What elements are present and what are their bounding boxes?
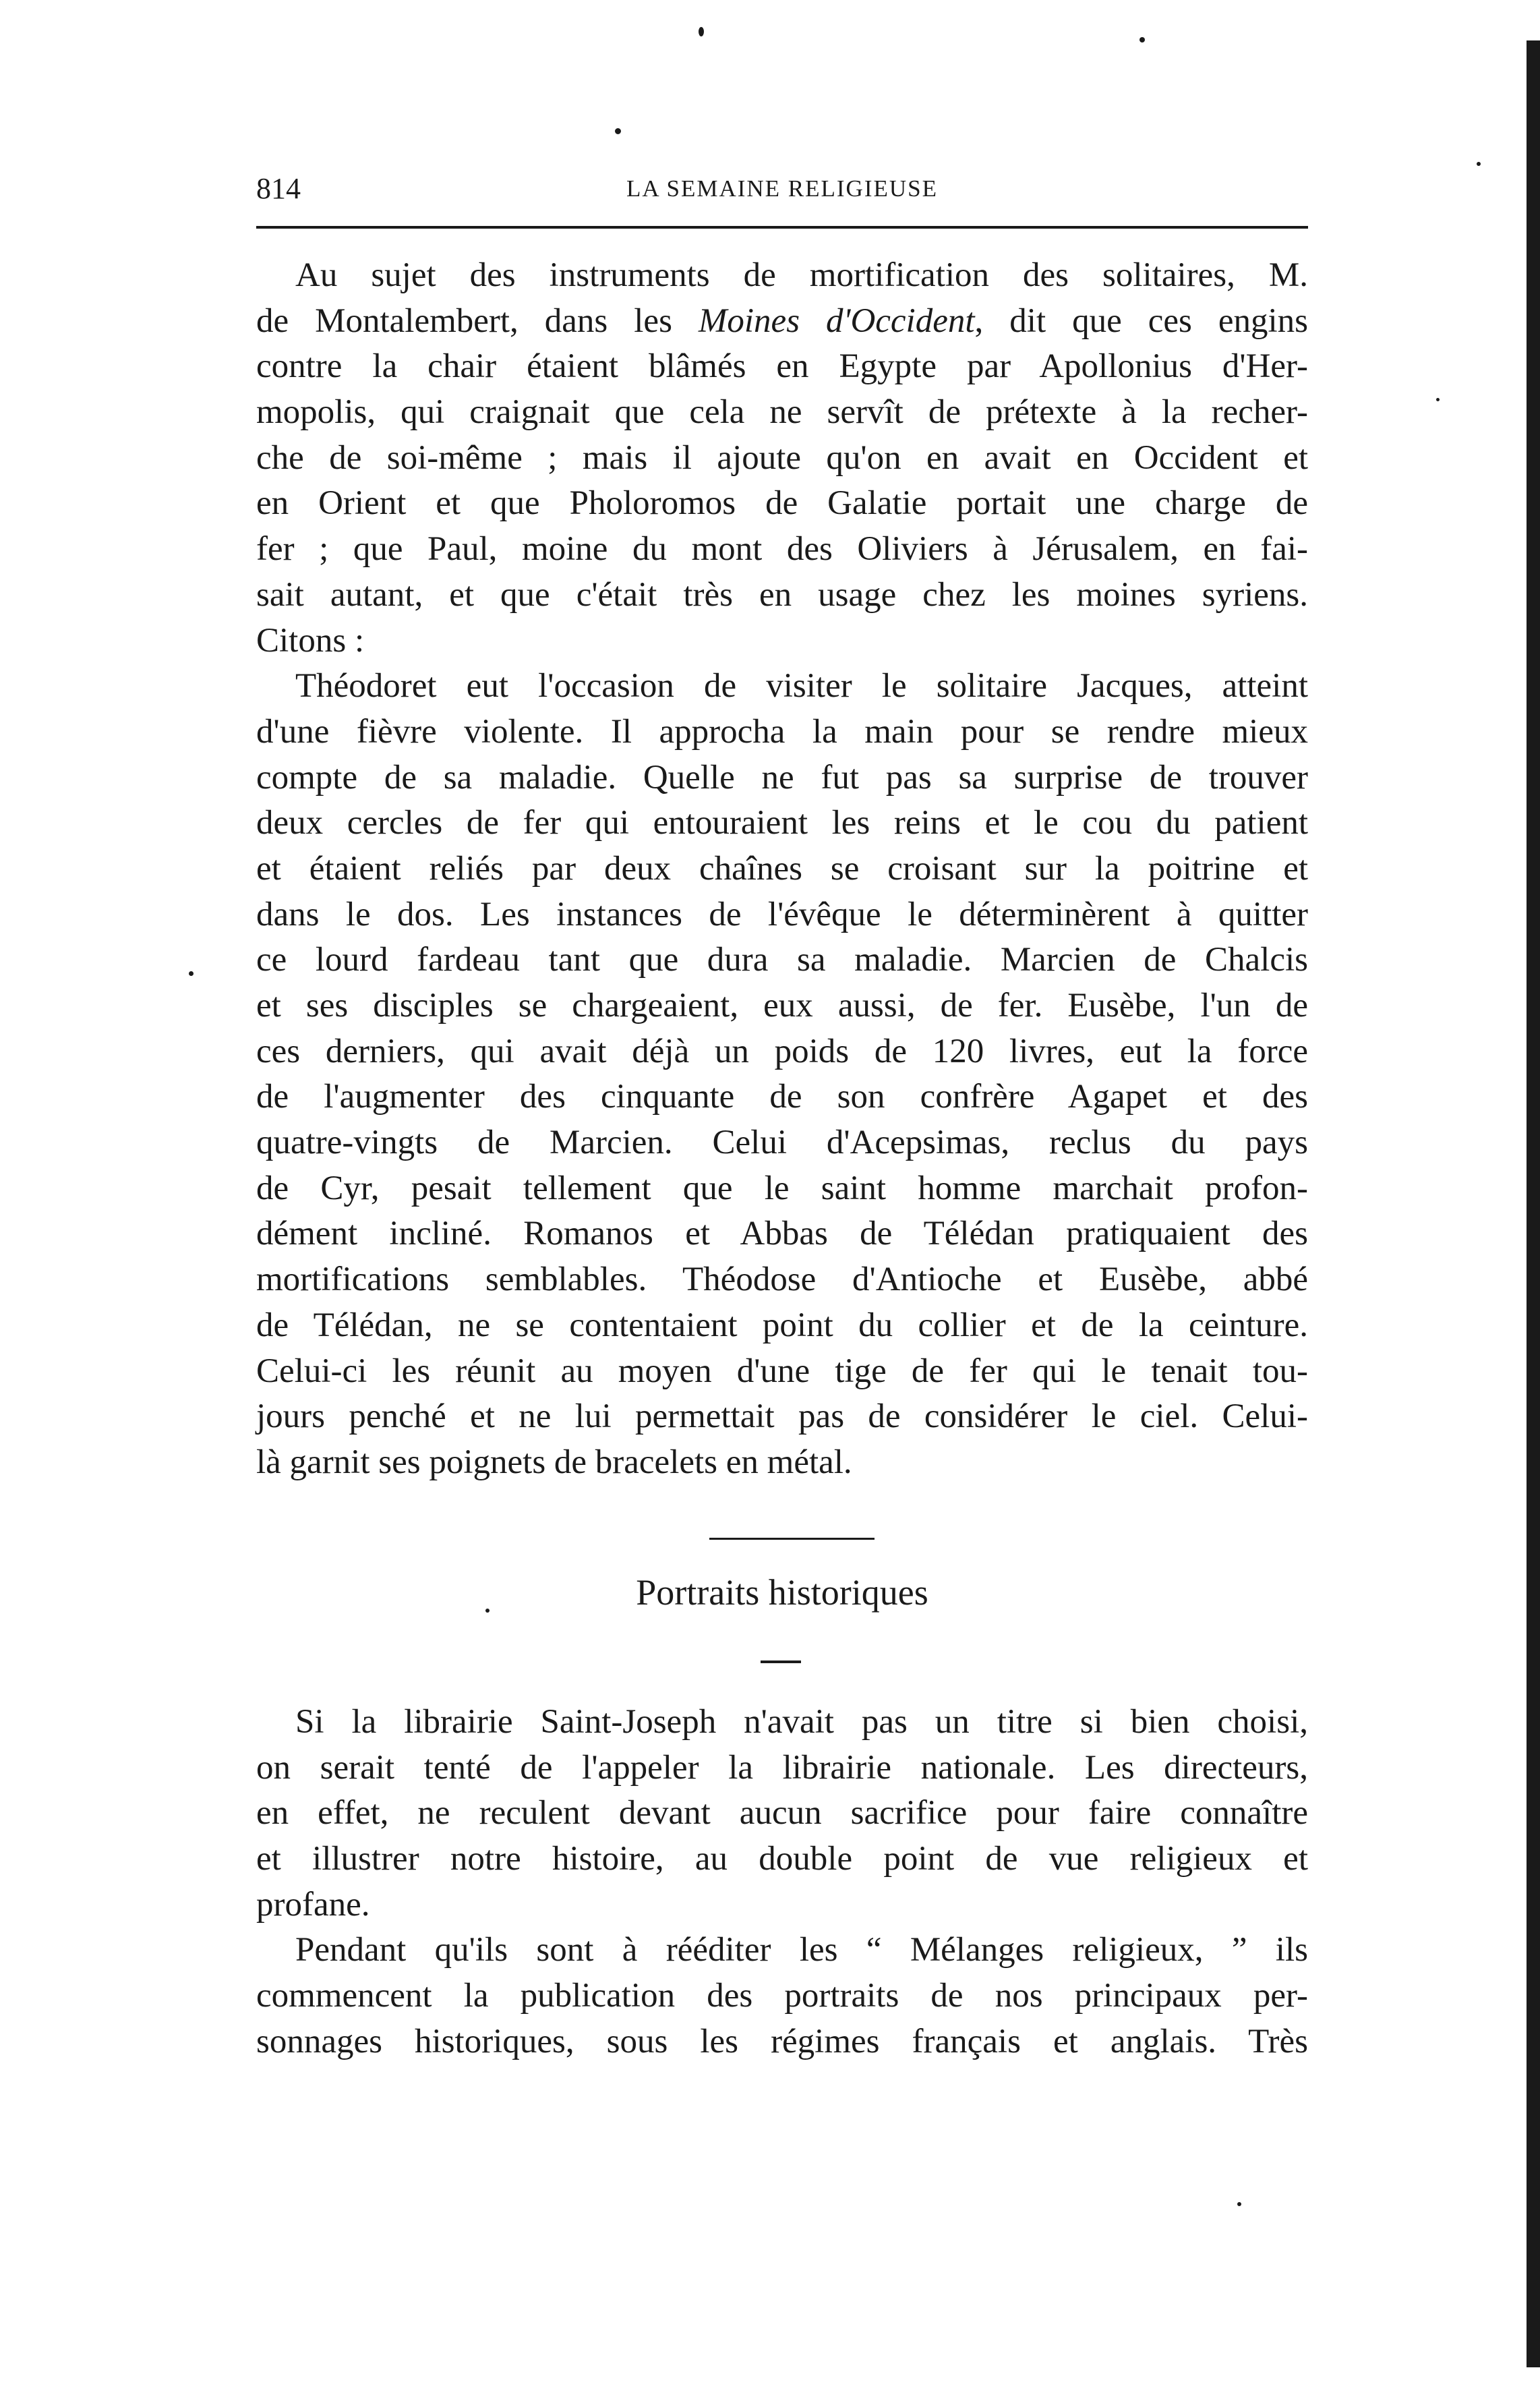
- text-line: Théodoret eut l'occasion de visiter le solitaire Jacques, atteint: [295, 667, 1308, 705]
- text-line: mortifications semblables. Théodose d'Antioche et Eusèbe, abbé: [256, 1261, 1308, 1299]
- text-line: contre la chair étaient blâmés en Egypte par Apollonius d'Her-: [256, 347, 1308, 386]
- text-line: de l'augmenter des cinquante de son confrère Agapet et des: [256, 1078, 1308, 1116]
- text-line: Pendant qu'ils sont à rééditer les “ Mélanges religieux, ” ils: [295, 1931, 1308, 1969]
- text-line: et étaient reliés par deux chaînes se croisant sur la poitrine et: [256, 849, 1308, 888]
- section-title: Portraits historiques: [636, 1572, 928, 1613]
- text-block-lower: [256, 1700, 1308, 2065]
- text-line: ce lourd fardeau tant que dura sa maladie. Marcien de Chalcis: [256, 941, 1308, 979]
- scan-speck: [615, 128, 621, 134]
- text-line: en Orient et que Pholoromos de Galatie portait une charge de: [256, 484, 1308, 523]
- running-head: LA SEMAINE RELIGIEUSE: [626, 175, 938, 202]
- text-line: deux cercles de fer qui entouraient les reins et le cou du patient: [256, 804, 1308, 842]
- text-line: fer ; que Paul, moine du mont des Oliviers à Jérusalem, en fai-: [256, 530, 1308, 569]
- text-line: ces derniers, qui avait déjà un poids de 120 livres, eut la force: [256, 1032, 1308, 1070]
- header-rule: [256, 226, 1308, 229]
- page-header: [256, 169, 1308, 216]
- scan-speck: [485, 1609, 490, 1613]
- text-line: de Cyr, pesait tellement que le saint homme marchait profon-: [256, 1169, 1308, 1207]
- scan-speck: [189, 971, 194, 976]
- page-number: 814: [256, 172, 301, 205]
- text-line: et ses disciples se chargeaient, eux aussi, de fer. Eusèbe, l'un de: [256, 987, 1308, 1024]
- text-line: sonnages historiques, sous les régimes français et anglais. Très: [256, 2022, 1308, 2060]
- text-line: Si la librairie Saint-Joseph n'avait pas un titre si bien choisi,: [295, 1703, 1308, 1741]
- scan-speck: [1436, 398, 1440, 401]
- text-line: che de soi-même ; mais il ajoute qu'on en avait en Occident et: [256, 438, 1308, 477]
- text-line: et illustrer notre histoire, au double point de vue religieux et: [256, 1840, 1308, 1878]
- binding-edge: [1527, 40, 1540, 2367]
- text-line: compte de sa maladie. Quelle ne fut pas sa surprise de trouver: [256, 758, 1308, 797]
- book-title: Moines d'Occident: [698, 301, 975, 340]
- title-dash: [761, 1660, 801, 1663]
- text-line: quatre-vingts de Marcien. Celui d'Acepsimas, reclus du pays: [256, 1124, 1308, 1162]
- text-line: Celui-ci les réunit au moyen d'une tige de fer qui le tenait tou-: [256, 1352, 1308, 1390]
- section-divider: [709, 1538, 875, 1540]
- scan-speck: [1477, 162, 1481, 166]
- text-block-upper: [256, 253, 1308, 1486]
- text-line: d'une fièvre violente. Il approcha la main pour se rendre mieux: [256, 712, 1308, 751]
- scan-speck: [1237, 2202, 1241, 2206]
- text-line: mopolis, qui craignait que cela ne servît de prétexte à la recher-: [256, 393, 1308, 432]
- text-line: jours penché et ne lui permettait pas de considérer le ciel. Celui-: [256, 1397, 1308, 1436]
- text-line: commencent la publication des portraits de nos principaux per-: [256, 1977, 1308, 2015]
- text-line: en effet, ne reculent devant aucun sacrifice pour faire connaître: [256, 1794, 1308, 1832]
- text-line: là garnit ses poignets de bracelets en métal.: [256, 1443, 852, 1481]
- text-line: de Télédan, ne se contentaient point du collier et de la ceinture.: [256, 1306, 1308, 1344]
- scan-speck: [699, 27, 704, 36]
- text-line: dans le dos. Les instances de l'évêque le déterminèrent à quitter: [256, 895, 1308, 933]
- text-line: dément incliné. Romanos et Abbas de Télédan pratiquaient des: [256, 1215, 1308, 1253]
- scan-speck: [1139, 37, 1145, 42]
- text-line: Au sujet des instruments de mortification des solitaires, M.: [295, 256, 1308, 294]
- text-line: de Montalembert, dans les Moines d'Occident, dit que ces engins: [256, 301, 1308, 340]
- text-line: sait autant, et que c'était très en usage chez les moines syriens.: [256, 575, 1308, 614]
- text-line: profane.: [256, 1885, 370, 1924]
- text-line: Citons :: [256, 621, 365, 660]
- text-line: on serait tenté de l'appeler la librairie nationale. Les directeurs,: [256, 1748, 1308, 1787]
